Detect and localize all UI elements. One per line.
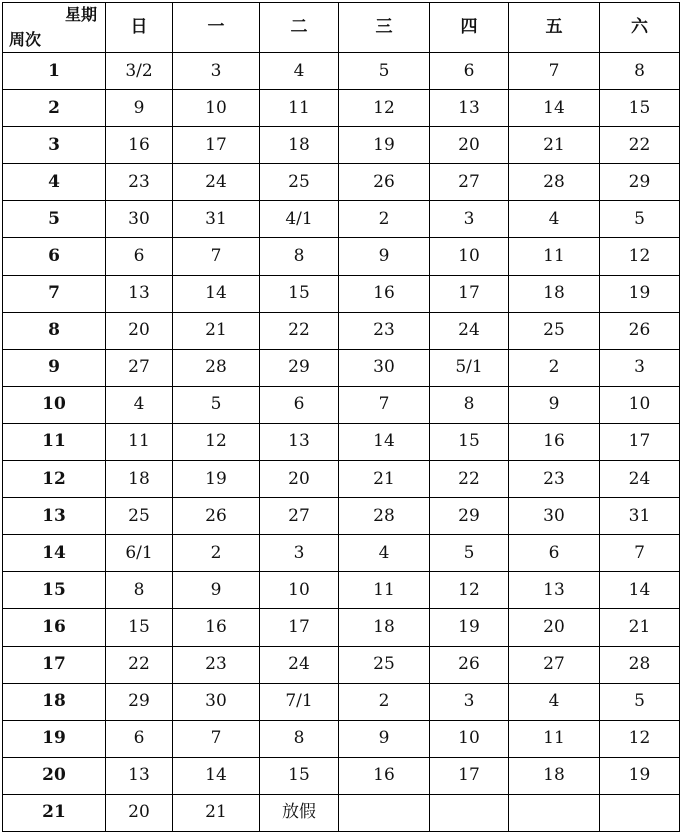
- week-number-cell: 15: [3, 572, 106, 609]
- week-number-cell: 7: [3, 275, 106, 312]
- date-cell: 9: [509, 386, 600, 423]
- date-cell: 3: [430, 201, 509, 238]
- week-row: [3, 312, 680, 349]
- date-cell: 14: [600, 572, 680, 609]
- date-cell: 22: [106, 646, 173, 683]
- date-cell: 10: [430, 720, 509, 757]
- date-cell: 15: [260, 757, 339, 794]
- date-cell: 12: [600, 238, 680, 275]
- date-cell: 12: [173, 423, 260, 460]
- date-cell: 30: [339, 349, 430, 386]
- date-cell: 18: [509, 757, 600, 794]
- date-cell: 7: [509, 53, 600, 90]
- week-number-cell: 9: [3, 349, 106, 386]
- week-number-cell: 10: [3, 386, 106, 423]
- date-cell: 8: [106, 572, 173, 609]
- date-cell: 12: [600, 720, 680, 757]
- date-cell: 5: [600, 201, 680, 238]
- date-cell: 31: [600, 498, 680, 535]
- date-cell: 16: [509, 423, 600, 460]
- week-row: [3, 498, 680, 535]
- date-cell: 11: [509, 238, 600, 275]
- week-number-cell: 11: [3, 423, 106, 460]
- date-cell: 27: [430, 164, 509, 201]
- week-row: [3, 572, 680, 609]
- date-cell: 24: [600, 461, 680, 498]
- date-cell: 13: [509, 572, 600, 609]
- date-cell: 7: [173, 238, 260, 275]
- date-cell: 20: [106, 794, 173, 831]
- week-number-cell: 13: [3, 498, 106, 535]
- date-cell: 12: [430, 572, 509, 609]
- date-cell: 4/1: [260, 201, 339, 238]
- week-number-cell: 6: [3, 238, 106, 275]
- date-cell: 6: [106, 238, 173, 275]
- date-cell: 9: [173, 572, 260, 609]
- date-cell: 17: [430, 757, 509, 794]
- date-cell: 16: [106, 127, 173, 164]
- date-cell: 8: [260, 720, 339, 757]
- week-row: [3, 423, 680, 460]
- date-cell: 20: [106, 312, 173, 349]
- date-cell: 15: [430, 423, 509, 460]
- date-cell: 11: [106, 423, 173, 460]
- date-cell: 26: [339, 164, 430, 201]
- date-cell: 11: [260, 90, 339, 127]
- week-row: [3, 238, 680, 275]
- date-cell: 26: [430, 646, 509, 683]
- calendar-body: [3, 53, 680, 832]
- date-cell: 2: [173, 535, 260, 572]
- date-cell: 10: [430, 238, 509, 275]
- date-cell: 23: [106, 164, 173, 201]
- date-cell: 25: [339, 646, 430, 683]
- weekday-header-wed: 三: [339, 3, 430, 53]
- week-number-cell: 4: [3, 164, 106, 201]
- week-row: [3, 127, 680, 164]
- date-cell: 14: [509, 90, 600, 127]
- week-number-cell: 1: [3, 53, 106, 90]
- date-cell: 22: [260, 312, 339, 349]
- date-cell: 18: [339, 609, 430, 646]
- date-cell: 10: [173, 90, 260, 127]
- date-cell: 25: [106, 498, 173, 535]
- date-cell: 21: [600, 609, 680, 646]
- date-cell: 27: [260, 498, 339, 535]
- week-number-cell: 19: [3, 720, 106, 757]
- week-row: [3, 201, 680, 238]
- week-number-cell: 14: [3, 535, 106, 572]
- date-cell: 25: [509, 312, 600, 349]
- date-cell: 4: [106, 386, 173, 423]
- date-cell: 14: [173, 275, 260, 312]
- week-row: [3, 90, 680, 127]
- date-cell: 21: [509, 127, 600, 164]
- date-cell: 22: [600, 127, 680, 164]
- date-cell: 21: [339, 461, 430, 498]
- date-cell: 19: [430, 609, 509, 646]
- corner-header-cell: [3, 3, 106, 53]
- date-cell: 20: [509, 609, 600, 646]
- date-cell: 13: [260, 423, 339, 460]
- date-cell: 15: [260, 275, 339, 312]
- date-cell: 19: [600, 757, 680, 794]
- date-cell: 24: [173, 164, 260, 201]
- date-cell: 10: [260, 572, 339, 609]
- date-cell: 6: [260, 386, 339, 423]
- date-cell: 29: [600, 164, 680, 201]
- weekday-header-sat: 六: [600, 3, 680, 53]
- week-number-cell: 8: [3, 312, 106, 349]
- date-cell: 16: [173, 609, 260, 646]
- date-cell: 23: [339, 312, 430, 349]
- date-cell: 11: [339, 572, 430, 609]
- date-cell: 18: [106, 461, 173, 498]
- date-cell: 17: [173, 127, 260, 164]
- date-cell: 3: [173, 53, 260, 90]
- date-cell: 9: [339, 238, 430, 275]
- date-cell: 2: [339, 683, 430, 720]
- date-cell: 3/2: [106, 53, 173, 90]
- weekday-header-tue: 二: [260, 3, 339, 53]
- week-calendar-table: [2, 2, 680, 832]
- week-row: [3, 461, 680, 498]
- date-cell: 7/1: [260, 683, 339, 720]
- date-cell: 14: [173, 757, 260, 794]
- date-cell: 6: [106, 720, 173, 757]
- date-cell: 27: [106, 349, 173, 386]
- date-cell: 30: [106, 201, 173, 238]
- date-cell: 27: [509, 646, 600, 683]
- week-number-cell: 3: [3, 127, 106, 164]
- date-cell: [339, 794, 430, 831]
- week-row: [3, 646, 680, 683]
- date-cell: 28: [173, 349, 260, 386]
- date-cell: 28: [600, 646, 680, 683]
- week-number-cell: 5: [3, 201, 106, 238]
- date-cell: 21: [173, 794, 260, 831]
- date-cell: 24: [260, 646, 339, 683]
- date-cell: 5: [339, 53, 430, 90]
- date-cell: 13: [106, 757, 173, 794]
- date-cell: 16: [339, 275, 430, 312]
- date-cell: 4: [339, 535, 430, 572]
- date-cell: 3: [600, 349, 680, 386]
- week-row: [3, 53, 680, 90]
- date-cell: 13: [430, 90, 509, 127]
- week-row: [3, 609, 680, 646]
- date-cell: 19: [339, 127, 430, 164]
- date-cell: 28: [509, 164, 600, 201]
- date-cell: 19: [173, 461, 260, 498]
- date-cell: 放假: [260, 794, 339, 831]
- header-row: [3, 3, 680, 53]
- week-row: [3, 535, 680, 572]
- week-number-cell: 18: [3, 683, 106, 720]
- week-number-cell: 2: [3, 90, 106, 127]
- week-axis-label: 周次: [9, 30, 42, 49]
- date-cell: 14: [339, 423, 430, 460]
- date-cell: 26: [173, 498, 260, 535]
- date-cell: 18: [260, 127, 339, 164]
- date-cell: 8: [260, 238, 339, 275]
- date-cell: [430, 794, 509, 831]
- date-cell: 12: [339, 90, 430, 127]
- date-cell: 5: [430, 535, 509, 572]
- date-cell: 22: [430, 461, 509, 498]
- week-row: [3, 349, 680, 386]
- date-cell: 31: [173, 201, 260, 238]
- date-cell: 4: [260, 53, 339, 90]
- date-cell: 8: [430, 386, 509, 423]
- date-cell: 15: [106, 609, 173, 646]
- week-row: [3, 720, 680, 757]
- date-cell: 17: [600, 423, 680, 460]
- week-row: [3, 794, 680, 831]
- week-number-cell: 12: [3, 461, 106, 498]
- week-row: [3, 275, 680, 312]
- week-number-cell: 17: [3, 646, 106, 683]
- date-cell: 3: [430, 683, 509, 720]
- date-cell: 20: [260, 461, 339, 498]
- date-cell: [509, 794, 600, 831]
- week-row: [3, 683, 680, 720]
- week-row: [3, 164, 680, 201]
- date-cell: 7: [339, 386, 430, 423]
- date-cell: 9: [106, 90, 173, 127]
- date-cell: 29: [430, 498, 509, 535]
- date-cell: 21: [173, 312, 260, 349]
- date-cell: 26: [600, 312, 680, 349]
- date-cell: 17: [260, 609, 339, 646]
- date-cell: 19: [600, 275, 680, 312]
- date-cell: 7: [173, 720, 260, 757]
- week-number-cell: 20: [3, 757, 106, 794]
- date-cell: 2: [339, 201, 430, 238]
- weekday-header-mon: 一: [173, 3, 260, 53]
- date-cell: 13: [106, 275, 173, 312]
- date-cell: 4: [509, 683, 600, 720]
- week-number-cell: 16: [3, 609, 106, 646]
- date-cell: 15: [600, 90, 680, 127]
- weekday-header-fri: 五: [509, 3, 600, 53]
- date-cell: 5: [600, 683, 680, 720]
- weekday-header-sun: 日: [106, 3, 173, 53]
- date-cell: 18: [509, 275, 600, 312]
- weekday-header-thu: 四: [430, 3, 509, 53]
- date-cell: 23: [509, 461, 600, 498]
- weekday-axis-label: 星期: [64, 5, 97, 24]
- date-cell: 29: [260, 349, 339, 386]
- date-cell: 5/1: [430, 349, 509, 386]
- date-cell: 5: [173, 386, 260, 423]
- date-cell: 25: [260, 164, 339, 201]
- date-cell: 2: [509, 349, 600, 386]
- week-row: [3, 757, 680, 794]
- date-cell: 9: [339, 720, 430, 757]
- date-cell: 6: [509, 535, 600, 572]
- week-row: [3, 386, 680, 423]
- date-cell: 6: [430, 53, 509, 90]
- date-cell: 23: [173, 646, 260, 683]
- week-number-cell: 21: [3, 794, 106, 831]
- date-cell: 7: [600, 535, 680, 572]
- date-cell: 8: [600, 53, 680, 90]
- date-cell: 10: [600, 386, 680, 423]
- date-cell: 24: [430, 312, 509, 349]
- date-cell: [600, 794, 680, 831]
- date-cell: 30: [509, 498, 600, 535]
- date-cell: 28: [339, 498, 430, 535]
- date-cell: 17: [430, 275, 509, 312]
- date-cell: 29: [106, 683, 173, 720]
- date-cell: 16: [339, 757, 430, 794]
- date-cell: 30: [173, 683, 260, 720]
- date-cell: 3: [260, 535, 339, 572]
- date-cell: 4: [509, 201, 600, 238]
- date-cell: 20: [430, 127, 509, 164]
- date-cell: 11: [509, 720, 600, 757]
- date-cell: 6/1: [106, 535, 173, 572]
